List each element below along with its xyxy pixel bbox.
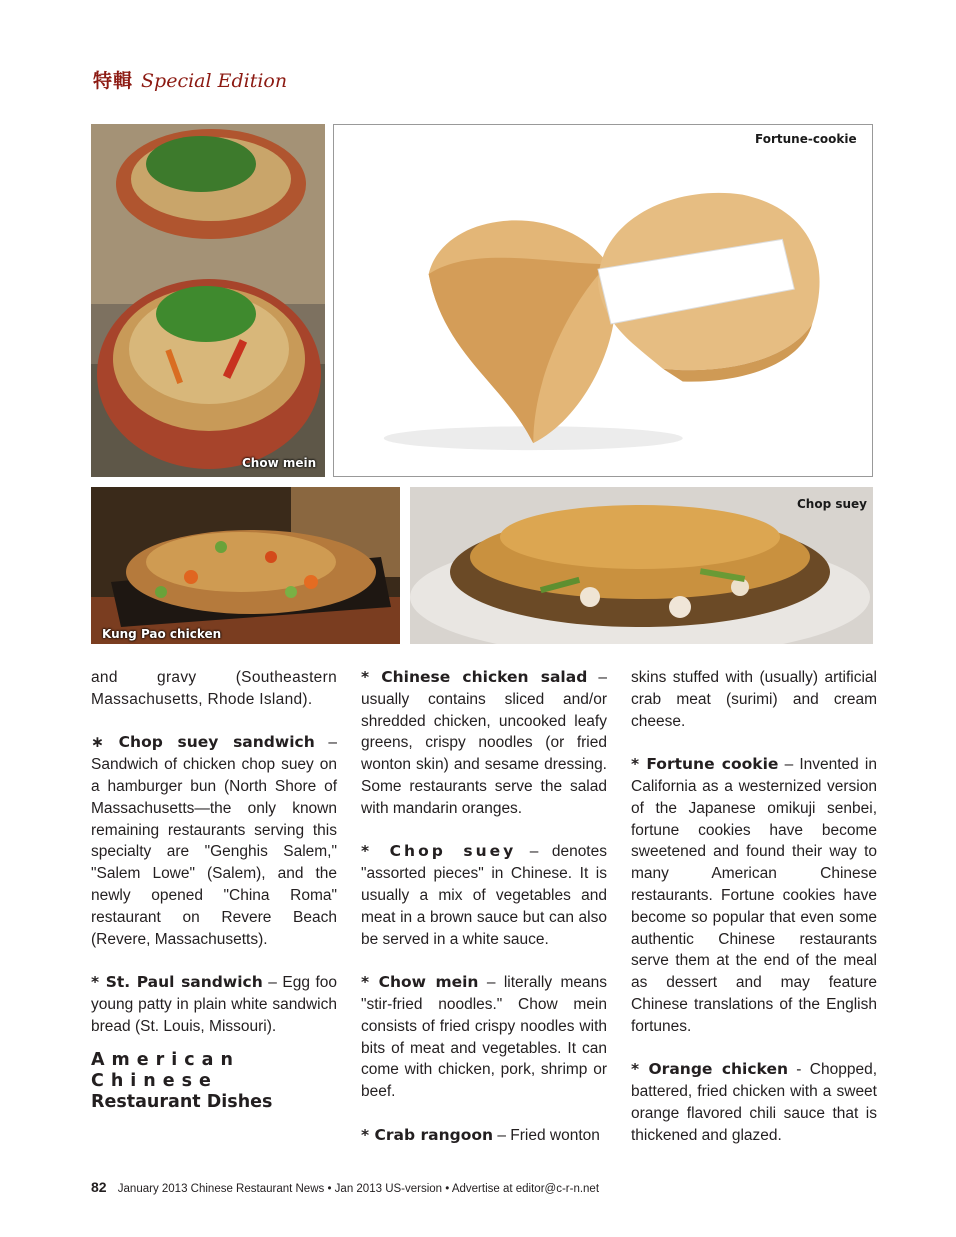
chop-suey-sandwich-entry xyxy=(91,732,337,950)
fortune-cookie-caption: Fortune-cookie xyxy=(755,132,857,146)
chop-suey-caption: Chop suey xyxy=(797,497,868,511)
header-chinese: 特輯 xyxy=(93,70,134,92)
page-footer xyxy=(91,1179,599,1195)
section-title-line1: American Chinese xyxy=(91,1049,240,1091)
st-paul-sandwich-text: – Egg foo young patty in plain white sandwich bread (St. Louis, Missouri). xyxy=(91,974,337,1035)
chinese-chicken-salad-text: – usually contains sliced and/or shredded chicken, uncooked leafy greens, crispy noodles (or fried wonton skin) and sesame dressing. Some restaurants serve the salad with mandarin oranges. xyxy=(361,669,607,817)
chop-suey-text: – denotes "assorted pieces" in Chinese. It is usually a mix of vegetables and meat in a brown sauce but can also be served in a white sauce. xyxy=(361,843,607,948)
orange-chicken-entry xyxy=(631,1059,877,1146)
crab-rangoon-continued: skins stuffed with (usually) artificial crab meat (surimi) and cream cheese. xyxy=(631,669,877,730)
chow-mein-title: * Chow mein xyxy=(361,973,479,992)
kung-pao-photo xyxy=(91,487,400,644)
page-number: 82 xyxy=(91,1179,107,1195)
page-header xyxy=(93,66,287,106)
orange-chicken-title: * Orange chicken xyxy=(631,1060,788,1079)
col1-intro: and gravy (Southeastern Massachusetts, Rhode Island). xyxy=(91,669,337,708)
text-column-1 xyxy=(91,667,337,1113)
chow-mein-entry xyxy=(361,972,607,1103)
header-english: Special Edition xyxy=(141,70,288,92)
section-title-line2: Restaurant Dishes xyxy=(91,1091,273,1112)
fortune-cookie-entry xyxy=(631,754,877,1037)
orange-chicken-text: - Chopped, battered, fried chicken with a sweet orange flavored chili sauce that is thickened and glazed. xyxy=(631,1061,878,1144)
chinese-chicken-salad-entry xyxy=(361,667,607,820)
kung-pao-caption: Kung Pao chicken xyxy=(102,627,222,641)
chow-mein-photo xyxy=(91,124,325,477)
st-paul-sandwich-entry xyxy=(91,972,337,1037)
chop-suey-entry xyxy=(361,841,607,950)
crab-rangoon-entry xyxy=(361,1125,607,1147)
section-title xyxy=(91,1050,337,1113)
footer-text: January 2013 Chinese Restaurant News • Jan 2013 US-version • Advertise at editor@c-r-n.net xyxy=(117,1183,600,1195)
chop-suey-title: * Chop suey xyxy=(361,842,517,861)
text-column-2 xyxy=(361,667,607,1168)
chinese-chicken-salad-title: * Chinese chicken salad xyxy=(361,668,588,686)
st-paul-sandwich-title: * St. Paul sandwich xyxy=(91,973,263,992)
chop-suey-sandwich-text: – Sandwich of chicken chop suey on a hamburger bun (North Shore of Massachusetts—the only known remaining restaurants serving this specialty are "Genghis Salem," "Salem Lowe" (Salem), and the newly opened "China Roma" restaurant on Revere Beach (Revere, Massachusetts). xyxy=(91,734,337,948)
chow-mein-caption: Chow mein xyxy=(242,456,317,470)
fortune-cookie-text: – Invented in California as a westernized version of the Japanese omikuji senbei, fortune cookies have become sweetened and found their way to many American Chinese restaurants. Fortune cookies have become so popular that even some authentic Chinese restaurants serve them at the end of the meal as dessert and may feature Chinese translations of the English fortunes. xyxy=(631,756,877,1035)
chow-mein-text: – literally means "stir-fried noodles." Chow mein consists of fried crispy noodles with bits of meat and vegetables. It can come with chicken, pork, shrimp or beef. xyxy=(361,974,607,1101)
chop-suey-sandwich-title: ∗ Chop suey sandwich xyxy=(91,733,315,752)
fortune-cookie-photo xyxy=(333,124,873,477)
crab-rangoon-text: – Fried wonton xyxy=(493,1126,600,1144)
crab-rangoon-title: * Crab rangoon xyxy=(361,1125,494,1144)
text-column-3 xyxy=(631,667,877,1168)
fortune-cookie-title: * Fortune cookie xyxy=(631,755,779,774)
